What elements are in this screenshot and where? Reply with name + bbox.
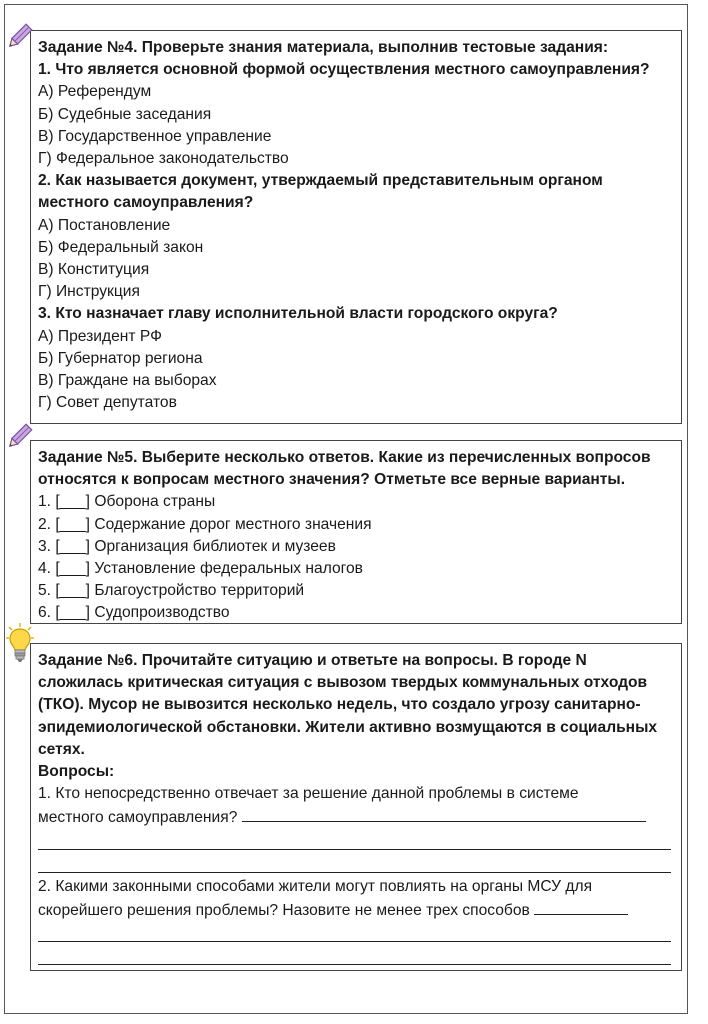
task-4-q1-option-d[interactable]: Г) Федеральное законодательство xyxy=(38,150,289,168)
task-4-title: Задание №4. Проверьте знания материала, выполнив тестовые задания: xyxy=(38,39,609,56)
answer-line-2c[interactable] xyxy=(38,945,671,965)
task-6-question-2-text: скорейшего решения проблемы? Назовите не менее трех способов xyxy=(38,901,530,919)
task-4-box xyxy=(30,30,682,424)
task-6-question-1-text: местного самоуправления? xyxy=(38,809,238,827)
task-5-title: Задание №5. Выберите несколько ответов. Какие из перечисленных вопросов относятся к вопросам местного значения? Отметьте все верные варианты. xyxy=(38,449,651,489)
answer-line-2b[interactable] xyxy=(38,922,671,942)
pencil-icon xyxy=(4,422,34,452)
task-5-box xyxy=(30,440,682,624)
task-6-title: Задание №6. Прочитайте ситуацию и ответьте на вопросы. В городе N сложилась критическая ситуация с вывозом твердых коммунальных отходов (ТКО). Мусор не вывозится несколько недель, что создало угрозу санитарно-эпидемиологической обстановки. Жители активно возмущаются в социальных сетях. xyxy=(38,652,658,758)
task-4-question-1: 1. Что является основной формой осуществления местного самоуправления? xyxy=(38,61,650,79)
task-4-q3-option-b[interactable]: Б) Губернатор региона xyxy=(38,349,203,367)
task-4-q2-option-a[interactable]: А) Постановление xyxy=(38,216,171,234)
task-4-q2-option-d[interactable]: Г) Инструкция xyxy=(38,283,140,301)
task-4-q3-option-d[interactable]: Г) Совет депутатов xyxy=(38,394,177,412)
task-4-q1-option-c[interactable]: В) Государственное управление xyxy=(38,127,272,145)
task-5-item-1[interactable]: 1. [___] Оборона страны xyxy=(38,493,216,511)
task-5-item-6[interactable]: 6. [___] Судопроизводство xyxy=(38,604,230,622)
answer-field-1[interactable] xyxy=(242,805,646,822)
answer-field-2[interactable] xyxy=(534,898,628,915)
task-6-questions-label: Вопросы: xyxy=(38,763,115,781)
pencil-icon xyxy=(4,22,34,52)
task-5-item-5[interactable]: 5. [___] Благоустройство территорий xyxy=(38,582,305,600)
answer-line-1c[interactable] xyxy=(38,853,671,873)
task-4-q3-option-c[interactable]: В) Граждане на выборах xyxy=(38,372,217,390)
task-6-box xyxy=(30,643,682,971)
task-4-question-2: 2. Как называется документ, утверждаемый представительным органом местного самоуправления? xyxy=(38,172,603,212)
task-4-q2-option-b[interactable]: Б) Федеральный закон xyxy=(38,238,204,256)
task-4-q2-option-c[interactable]: В) Конституция xyxy=(38,261,150,279)
task-4-q1-option-a[interactable]: А) Референдум xyxy=(38,83,152,101)
task-6-question-2-line-1: 2. Какими законными способами жители могут повлиять на органы МСУ для xyxy=(38,877,593,895)
task-6-question-1-line-2 xyxy=(38,805,671,829)
task-4-q1-option-b[interactable]: Б) Судебные заседания xyxy=(38,105,212,123)
task-5-item-4[interactable]: 4. [___] Установление федеральных налогов xyxy=(38,560,363,578)
task-6-question-2-line-2 xyxy=(38,898,671,922)
answer-line-1b[interactable] xyxy=(38,830,671,850)
task-6-question-1-line-1: 1. Кто непосредственно отвечает за решение данной проблемы в системе xyxy=(38,785,579,803)
task-4-question-3: 3. Кто назначает главу исполнительной власти городского округа? xyxy=(38,305,558,323)
task-5-item-2[interactable]: 2. [___] Содержание дорог местного значения xyxy=(38,515,372,533)
task-5-item-3[interactable]: 3. [___] Организация библиотек и музеев xyxy=(38,537,336,555)
lightbulb-icon xyxy=(5,622,35,666)
task-4-q3-option-a[interactable]: А) Президент РФ xyxy=(38,327,162,345)
